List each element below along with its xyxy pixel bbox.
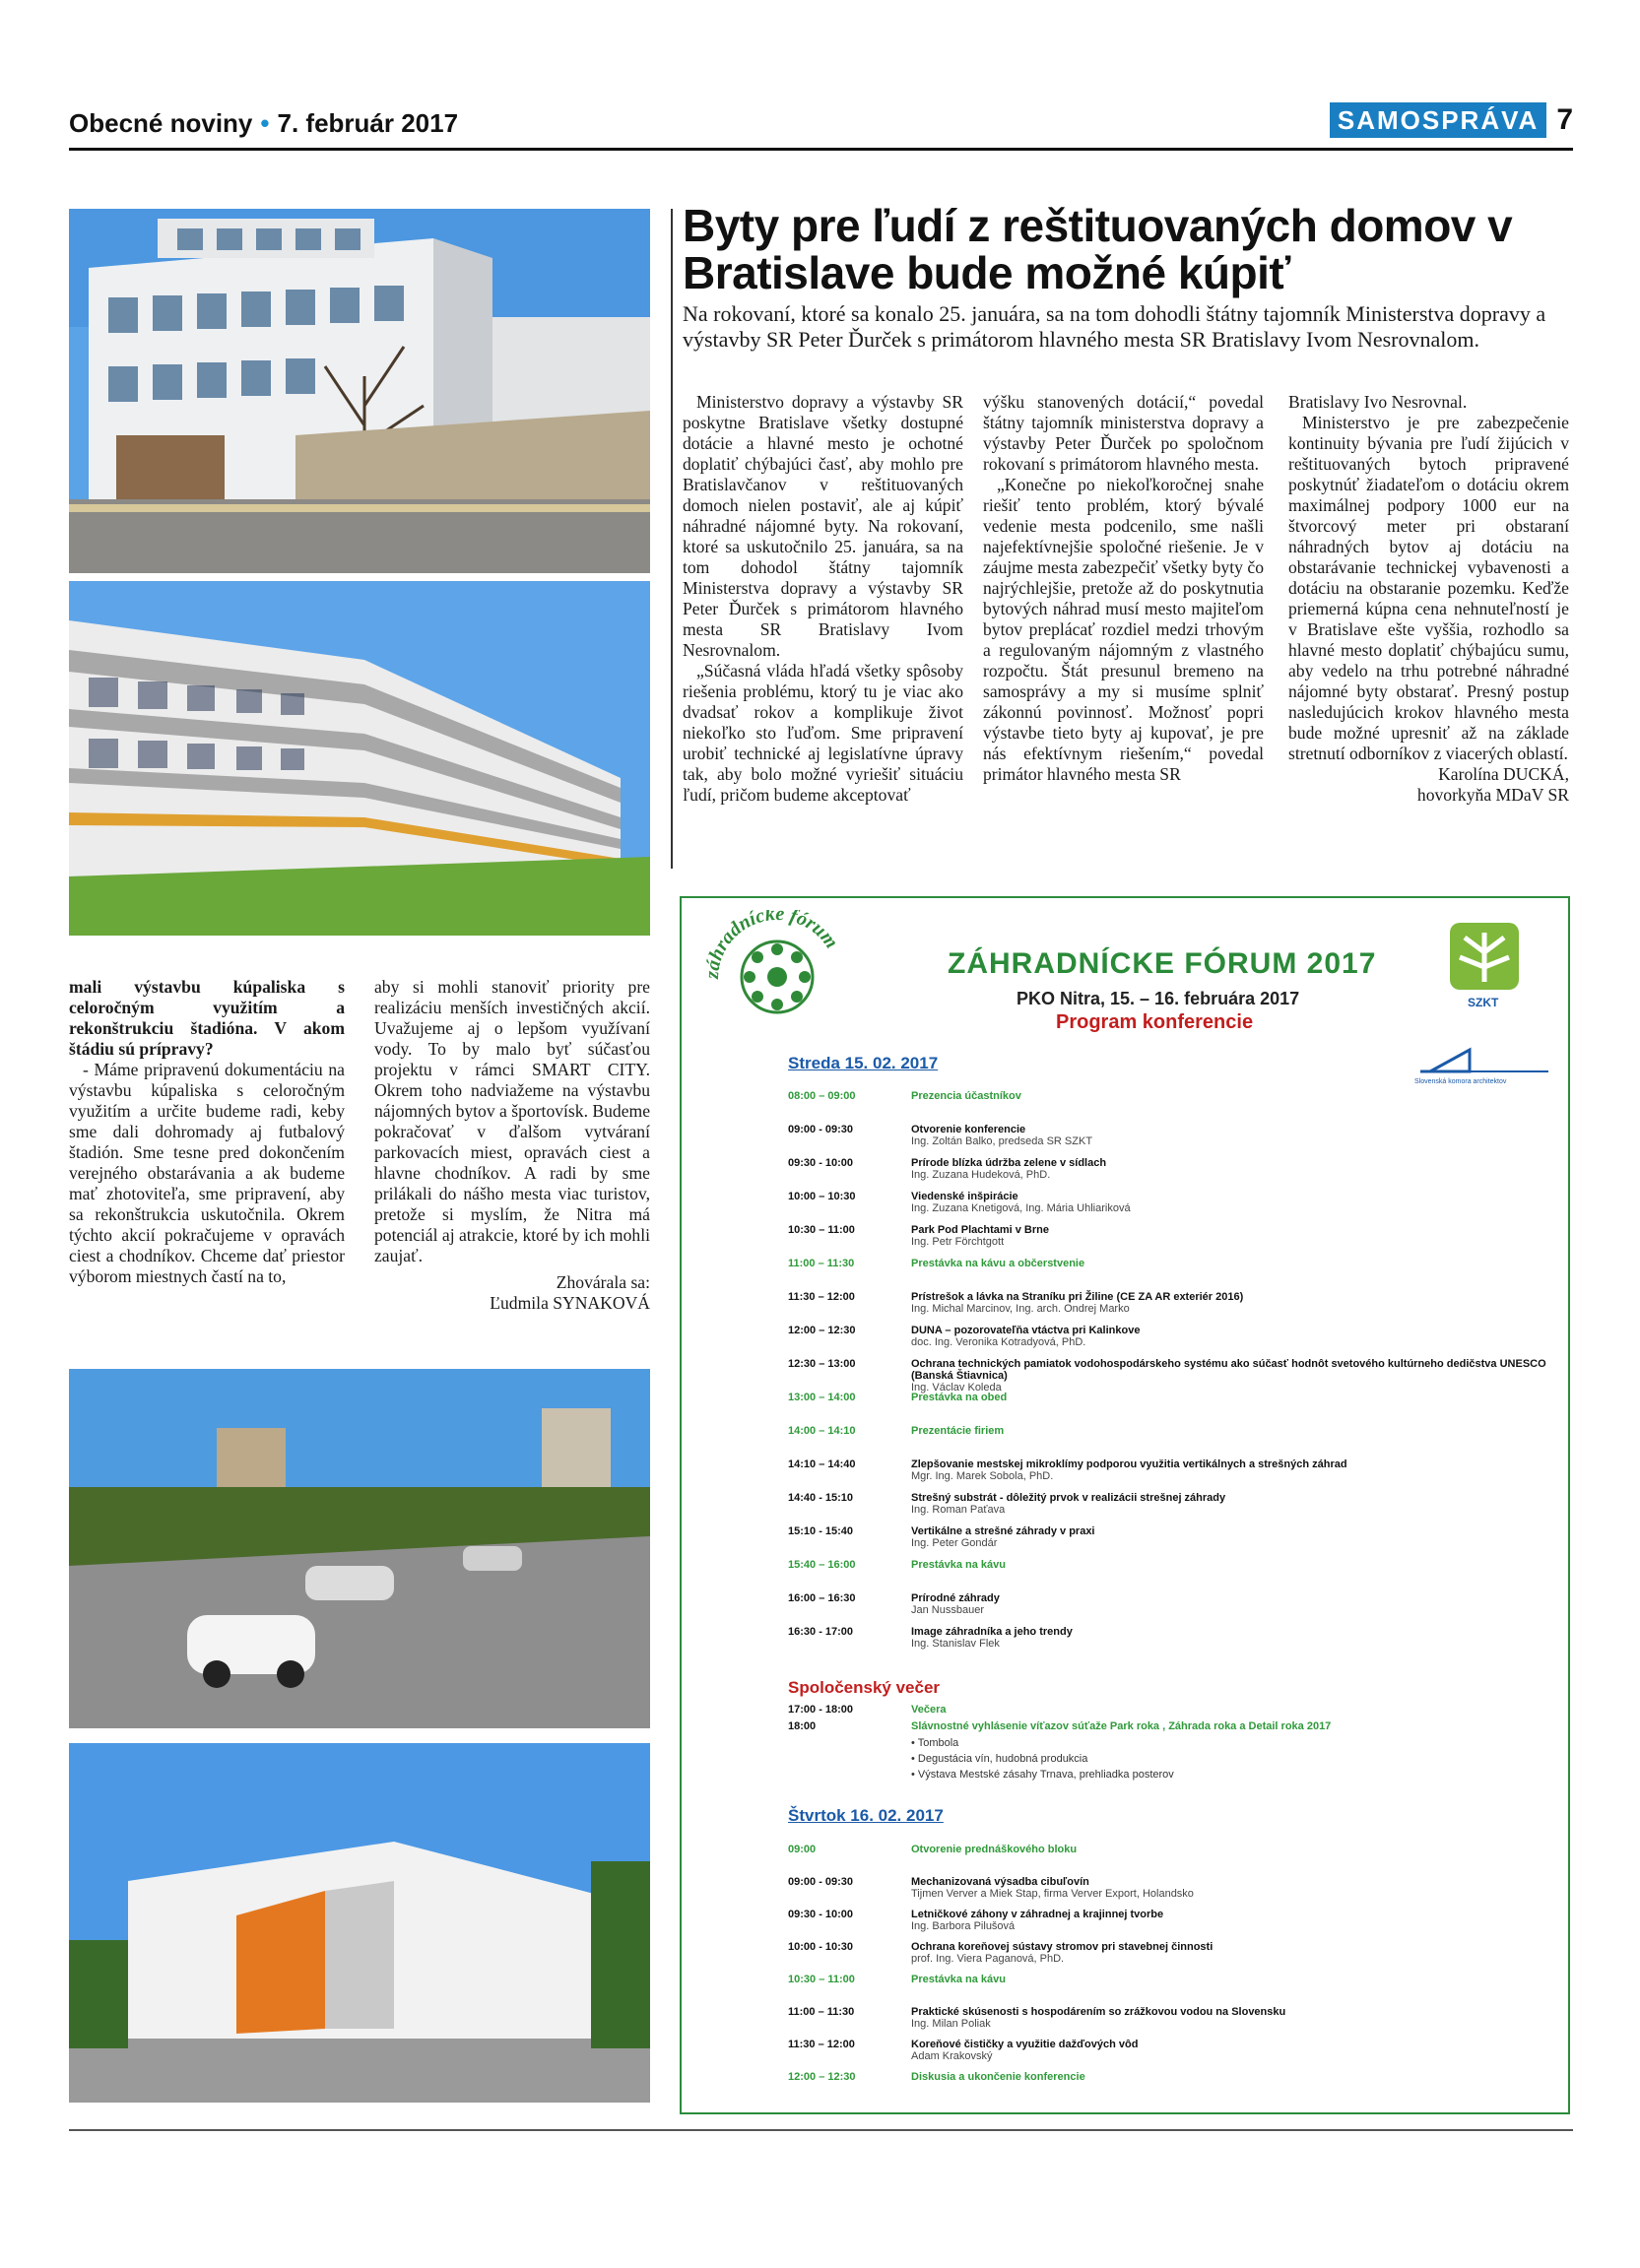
program-time: 10:30 – 11:00 xyxy=(788,1224,855,1236)
program-title-item: Strešný substrát - dôležitý prvok v realizácii strešnej záhrady xyxy=(911,1492,1226,1504)
program-speaker: Mgr. Ing. Marek Sobola, PhD. xyxy=(911,1470,1054,1482)
program-speaker: Ing. Václav Koleda xyxy=(911,1382,1002,1393)
program-title-item: Vertikálne a strešné záhrady v praxi xyxy=(911,1525,1095,1537)
program-row xyxy=(788,2071,1556,2083)
evening-bullet xyxy=(911,1769,1174,1781)
program-title-item: Otvorenie konferencie xyxy=(911,1124,1026,1135)
question-text: mali výstavbu kúpaliska s celoročným využitím a rekonštrukciu štadióna. V akom štádiu sú prípravy? xyxy=(69,977,345,1059)
program-title-item: Ochrana technických pamiatok vodohospodárskeho systému ako súčasť hodnôt svetového kultúrneho dedičstva UNESCO (Banská Štiavnica) xyxy=(911,1358,1546,1382)
ska-label: Slovenská komora architektov xyxy=(1414,1078,1507,1085)
program-row xyxy=(788,1291,1556,1315)
conference-program xyxy=(680,896,1570,2114)
photo-school-block xyxy=(69,581,650,936)
program-time: 08:00 – 09:00 xyxy=(788,1090,856,1102)
section-label-group xyxy=(1330,102,1573,138)
ska-logo xyxy=(1410,1046,1558,1095)
program-time: 10:00 – 10:30 xyxy=(788,1191,856,1202)
program-time: 13:00 – 14:00 xyxy=(788,1392,856,1403)
program-title-item: Večera xyxy=(911,1704,947,1716)
program-time: 09:00 - 09:30 xyxy=(788,1124,854,1135)
program-time: 09:00 xyxy=(788,1844,817,1855)
program-row xyxy=(788,1124,1556,1147)
program-time: 12:00 – 12:30 xyxy=(788,2071,856,2083)
program-time: 11:30 – 12:00 xyxy=(788,2039,855,2050)
day-2-heading: Štvrtok 16. 02. 2017 xyxy=(788,1806,944,1825)
program-speaker: Ing. Roman Paťava xyxy=(911,1504,1006,1516)
program-speaker: Ing. Zuzana Knetigová, Ing. Mária Uhliariková xyxy=(911,1202,1131,1214)
interview-column-2 xyxy=(374,977,650,1314)
article-paragraph: „Konečne po niekoľkoročnej snahe riešiť tento problém, ktorý bývalé vedenie mesta podcenilo, sme našli najefektívnejšie spoločné riešenie. Je v záujme mesta zabezpečiť všetky byty čo najrýchlejšie, pretože až do poskytnutia bytových náhrad musí mesto majiteľom bytov preplácať rozdiel medzi trhovým a regulovaným nájomným z vlastného rozpočtu. Štát presunul bremeno na samosprávy a my si musíme splniť zákonnú povinnosť. Možnosť popri výstavbe tieto byty aj kupovať, je pre nás efektívnym riešením,“ povedal primátor hlavného mesta SR xyxy=(983,475,1264,784)
program-time: 11:30 – 12:00 xyxy=(788,1291,855,1303)
program-title-item: Prestávka na obed xyxy=(911,1392,1008,1403)
program-title-item: Prírode blízka údržba zelene v sídlach xyxy=(911,1157,1107,1169)
article-paragraph: Ministerstvo dopravy a výstavby SR poskytne Bratislave všetky dostupné dotácie a hlavné mesto je ochotné doplatiť chýbajúci časť, aby mohlo pre Bratislavčanov v reštituovaných domoch nielen postaviť, ale aj kúpiť náhradné nájomné byty. Na rokovaní, ktoré sa uskutočnilo 25. januára, sa na tom dohodol štátny tajomník Ministerstva dopravy a výstavby SR Peter Ďurček s primátorom hlavného mesta SR Bratislavy Ivom Nesrovnalom. xyxy=(683,392,963,660)
program-speaker: Tijmen Verver a Miek Stap, firma Verver Export, Holandsko xyxy=(911,1888,1194,1900)
program-row xyxy=(788,1525,1556,1549)
logo-text: záhradnícke fórum xyxy=(700,910,843,980)
author-role: hovorkyňa MDaV SR xyxy=(1416,785,1569,805)
program-title-item: Viedenské inšpirácie xyxy=(911,1191,1018,1202)
article-lead: Na rokovaní, ktoré sa konalo 25. januára, sa na tom dohodli štátny tajomník Ministerstva dopravy a výstavby SR Peter Ďurček s primátorom hlavného mesta SR Bratislavy Ivom Nesrovnalom. xyxy=(683,301,1546,352)
program-speaker: Ing. Stanislav Flek xyxy=(911,1638,1000,1650)
program-speaker: Jan Nussbauer xyxy=(911,1604,984,1616)
program-speaker: Ing. Milan Poliak xyxy=(911,2018,991,2030)
running-header xyxy=(69,108,458,139)
program-row xyxy=(788,1559,1556,1571)
program-speaker: doc. Ing. Veronika Kotradyová, PhD. xyxy=(911,1336,1086,1348)
program-speaker: Ing. Zuzana Hudeková, PhD. xyxy=(911,1169,1051,1181)
bullet-text: Výstava Mestské zásahy Trnava, prehliadka posterov xyxy=(917,1769,1174,1781)
program-speaker: Ing. Petr Förchtgott xyxy=(911,1236,1005,1248)
program-title-item: Ochrana koreňovej sústavy stromov pri stavebnej činnosti xyxy=(911,1941,1214,1953)
bullet-icon: • xyxy=(911,1769,918,1781)
program-title-item: Prestávka na kávu xyxy=(911,1559,1007,1571)
interview-answer: - Máme pripravenú dokumentáciu na výstavbu kúpaliska s celoročným využitím a určite budeme radi, keby sme dali dohromady aj futbalový štadión. Sme tesne pred dokončením verejného obstarávania a ak budeme mať zhotoviteľa, sme pripravení, aby sa rekonštrukcia uskutočnila. Okrem týchto akcií pokračujeme v opravách ciest a chodníkov. Chceme dať priestor výborom miestnych častí na to, xyxy=(69,1060,345,1286)
program-venue: PKO Nitra, 15. – 16. februára 2017 xyxy=(1017,989,1300,1008)
program-row xyxy=(788,1258,1556,1269)
program-title-item: Prírodné záhrady xyxy=(911,1592,1000,1604)
program-row xyxy=(788,2039,1556,2062)
program-title-item: Prezentácie firiem xyxy=(911,1425,1005,1437)
article-headline: Byty pre ľudí z reštituovaných domov v Bratislave bude možné kúpiť xyxy=(683,200,1513,298)
bullet-text: Degustácia vín, hudobná produkcia xyxy=(917,1753,1088,1765)
author-name: Karolína DUCKÁ, xyxy=(1438,764,1569,784)
evening-row xyxy=(788,1720,1556,1732)
program-row xyxy=(788,1876,1556,1900)
article-column-3 xyxy=(1288,392,1569,806)
program-title-item: Prezencia účastníkov xyxy=(911,1090,1021,1102)
program-title-item: Prístrešok a lávka na Straníku pri Žiline (CE ZA AR exteriér 2016) xyxy=(911,1291,1244,1303)
program-row xyxy=(788,1909,1556,1932)
program-row xyxy=(788,1592,1556,1616)
program-time: 14:40 - 15:10 xyxy=(788,1492,854,1504)
article-paragraph: Ministerstvo je pre zabezpečenie kontinuity bývania pre ľudí žijúcich v reštituovaných bytoch pripravené poskytnúť žiadateľom o dotáciu okrem maximálnej podpory 1000 eur na štvorcový meter pri obstaraní náhradných bytov aj dotáciu na obstarávanie technickej vybavenosti a dotáciu na obstaranie pozemku. Keďže priemerná kúpna cena nehnuteľností je v Bratislave ešte vyššia, rozhodlo sa hlavné mesto doplatiť chýbajúcu sumu, aby vedelo na trhu potrebné náhradné nájomné byty obstarať. Presný postup nasledujúcich krokov hlavného mesta bude možné upresniť až na základe stretnutí odborníkov z viacerých oblastí. xyxy=(1288,413,1569,763)
program-time: 09:00 - 09:30 xyxy=(788,1876,854,1888)
program-title-item: Prestávka na kávu xyxy=(911,1974,1007,1985)
program-time: 11:00 – 11:30 xyxy=(788,2006,855,2018)
bullet-icon: • xyxy=(911,1737,918,1749)
szkt-logo xyxy=(1430,923,1539,1011)
article-paragraph: Bratislavy Ivo Nesrovnal. xyxy=(1288,392,1468,412)
program-row xyxy=(788,1626,1556,1650)
program-time: 09:30 - 10:00 xyxy=(788,1909,854,1920)
evening-bullet xyxy=(911,1753,1087,1765)
article-paragraph: výšku stanovených dotácií,“ povedal štátny tajomník ministerstva dopravy a výstavby Peter Ďurček po spoločnom rokovaní s primátorom hlavného mesta. xyxy=(983,392,1264,474)
program-title-item: Image záhradníka a jeho trendy xyxy=(911,1626,1073,1638)
program-time: 16:30 - 17:00 xyxy=(788,1626,854,1638)
program-title-item: Mechanizovaná výsadba cibuľovín xyxy=(911,1876,1089,1888)
program-speaker: Ing. Michal Marcinov, Ing. arch. Ondrej Marko xyxy=(911,1303,1130,1315)
program-time: 12:30 – 13:00 xyxy=(788,1358,856,1370)
program-title-item: DUNA – pozorovateľňa vtáctva pri Kalinkove xyxy=(911,1325,1141,1336)
separator-dot: • xyxy=(260,108,270,138)
program-row xyxy=(788,1191,1556,1214)
section-badge: SAMOSPRÁVA xyxy=(1330,102,1546,138)
zahradnicke-forum-logo xyxy=(693,910,861,1033)
interviewer-name: Ľudmila SYNAKOVÁ xyxy=(490,1293,650,1313)
program-row xyxy=(788,1974,1556,1985)
evening-heading: Spoločenský večer xyxy=(788,1678,941,1697)
issue-date: 7. február 2017 xyxy=(277,108,459,138)
program-title-item: Diskusia a ukončenie konferencie xyxy=(911,2071,1085,2083)
program-row xyxy=(788,1090,1556,1102)
program-title-item: Slávnostné vyhlásenie víťazov súťaže Park roka , Záhrada roka a Detail roka 2017 xyxy=(911,1720,1332,1732)
bullet-text: Tombola xyxy=(917,1737,959,1749)
program-time: 14:00 – 14:10 xyxy=(788,1425,856,1437)
program-time: 09:30 - 10:00 xyxy=(788,1157,854,1169)
program-speaker: prof. Ing. Viera Paganová, PhD. xyxy=(911,1953,1065,1965)
column-divider xyxy=(671,209,673,869)
interview-question xyxy=(69,977,345,1060)
program-speaker: Ing. Zoltán Balko, predseda SR SZKT xyxy=(911,1135,1093,1147)
day-1-heading: Streda 15. 02. 2017 xyxy=(788,1054,939,1072)
program-title-item: Otvorenie prednáškového bloku xyxy=(911,1844,1078,1855)
page-number: 7 xyxy=(1556,103,1573,136)
footer-rule xyxy=(69,2129,1573,2131)
program-row xyxy=(788,1492,1556,1516)
program-time: 15:10 - 15:40 xyxy=(788,1525,854,1537)
program-row xyxy=(788,1941,1556,1965)
program-title-item: Park Pod Plachtami v Brne xyxy=(911,1224,1049,1236)
program-time: 10:30 – 11:00 xyxy=(788,1974,855,1985)
program-row xyxy=(788,1358,1556,1393)
program-title-item: Praktické skúsenosti s hospodárením so zrážkovou vodou na Slovensku xyxy=(911,2006,1286,2018)
program-subtitle: Program konferencie xyxy=(1056,1011,1254,1033)
photo-orange-building xyxy=(69,1743,650,2103)
program-speaker: Adam Krakovský xyxy=(911,2050,993,2062)
program-time: 10:00 - 10:30 xyxy=(788,1941,854,1953)
header-rule xyxy=(69,148,1573,151)
program-row xyxy=(788,2006,1556,2030)
program-time: 15:40 – 16:00 xyxy=(788,1559,856,1571)
program-time: 16:00 – 16:30 xyxy=(788,1592,856,1604)
program-title-item: Zlepšovanie mestskej mikroklímy podporou využitia vertikálnych a strešných záhrad xyxy=(911,1458,1347,1470)
program-time: 18:00 xyxy=(788,1720,817,1732)
program-row xyxy=(788,1458,1556,1482)
article-column-2 xyxy=(983,392,1264,785)
evening-bullet xyxy=(911,1737,958,1749)
interview-credit: Zhovárala sa: xyxy=(556,1272,650,1292)
program-row xyxy=(788,1425,1556,1437)
photo-building-courtyard xyxy=(69,209,650,573)
interview-answer: aby si mohli stanoviť priority pre realizáciu menších investičných akcií. Uvažujeme aj o lepšom využívaní vody. To by malo byť súčasťou projektu v rámci SMART CITY. Okrem toho nadviažeme na výstavbu nájomných bytov a športovísk. Budeme pokračovať v ďalšom vytváraní parkovacích miest, opravách ciest a hlavne chodníkov. A radi by sme prilákali do nášho mesta viac turistov, pretože si myslím, že Nitra má potenciál aj atrakcie, ktoré by ich mohli zaujať. xyxy=(374,977,650,1265)
szkt-label: SZKT xyxy=(1468,996,1499,1009)
program-title-item: Letničkové záhony v záhradnej a krajinnej tvorbe xyxy=(911,1909,1164,1920)
photo-parking-lot xyxy=(69,1369,650,1728)
program-time: 17:00 - 18:00 xyxy=(788,1704,854,1716)
program-title: ZÁHRADNÍCKE FÓRUM 2017 xyxy=(948,947,1377,980)
program-row xyxy=(788,1224,1556,1248)
program-row xyxy=(788,1392,1556,1403)
evening-row xyxy=(788,1704,1556,1716)
program-speaker: Ing. Peter Gondár xyxy=(911,1537,998,1549)
program-row xyxy=(788,1844,1556,1855)
program-time: 11:00 – 11:30 xyxy=(788,1258,855,1269)
interview-column-1 xyxy=(69,977,345,1287)
program-title-item: Koreňové čističky a využitie dažďových vôd xyxy=(911,2039,1139,2050)
program-title-item: Prestávka na kávu a občerstvenie xyxy=(911,1258,1085,1269)
program-speaker: Ing. Barbora Pilušová xyxy=(911,1920,1016,1932)
bullet-icon: • xyxy=(911,1753,918,1765)
program-row xyxy=(788,1157,1556,1181)
program-time: 12:00 – 12:30 xyxy=(788,1325,856,1336)
article-paragraph: „Súčasná vláda hľadá všetky spôsoby riešenia problému, ktorý tu je viac ako dvadsať rokov a komplikuje život niekoľko sto ľuďom. Sme pripravení urobiť technické aj legislatívne úpravy tak, aby bolo možné vyriešiť situáciu ľudí, pričom budeme akceptovať xyxy=(683,661,963,805)
program-time: 14:10 – 14:40 xyxy=(788,1458,856,1470)
program-row xyxy=(788,1325,1556,1348)
article-column-1 xyxy=(683,392,963,806)
publication-name: Obecné noviny xyxy=(69,108,253,138)
